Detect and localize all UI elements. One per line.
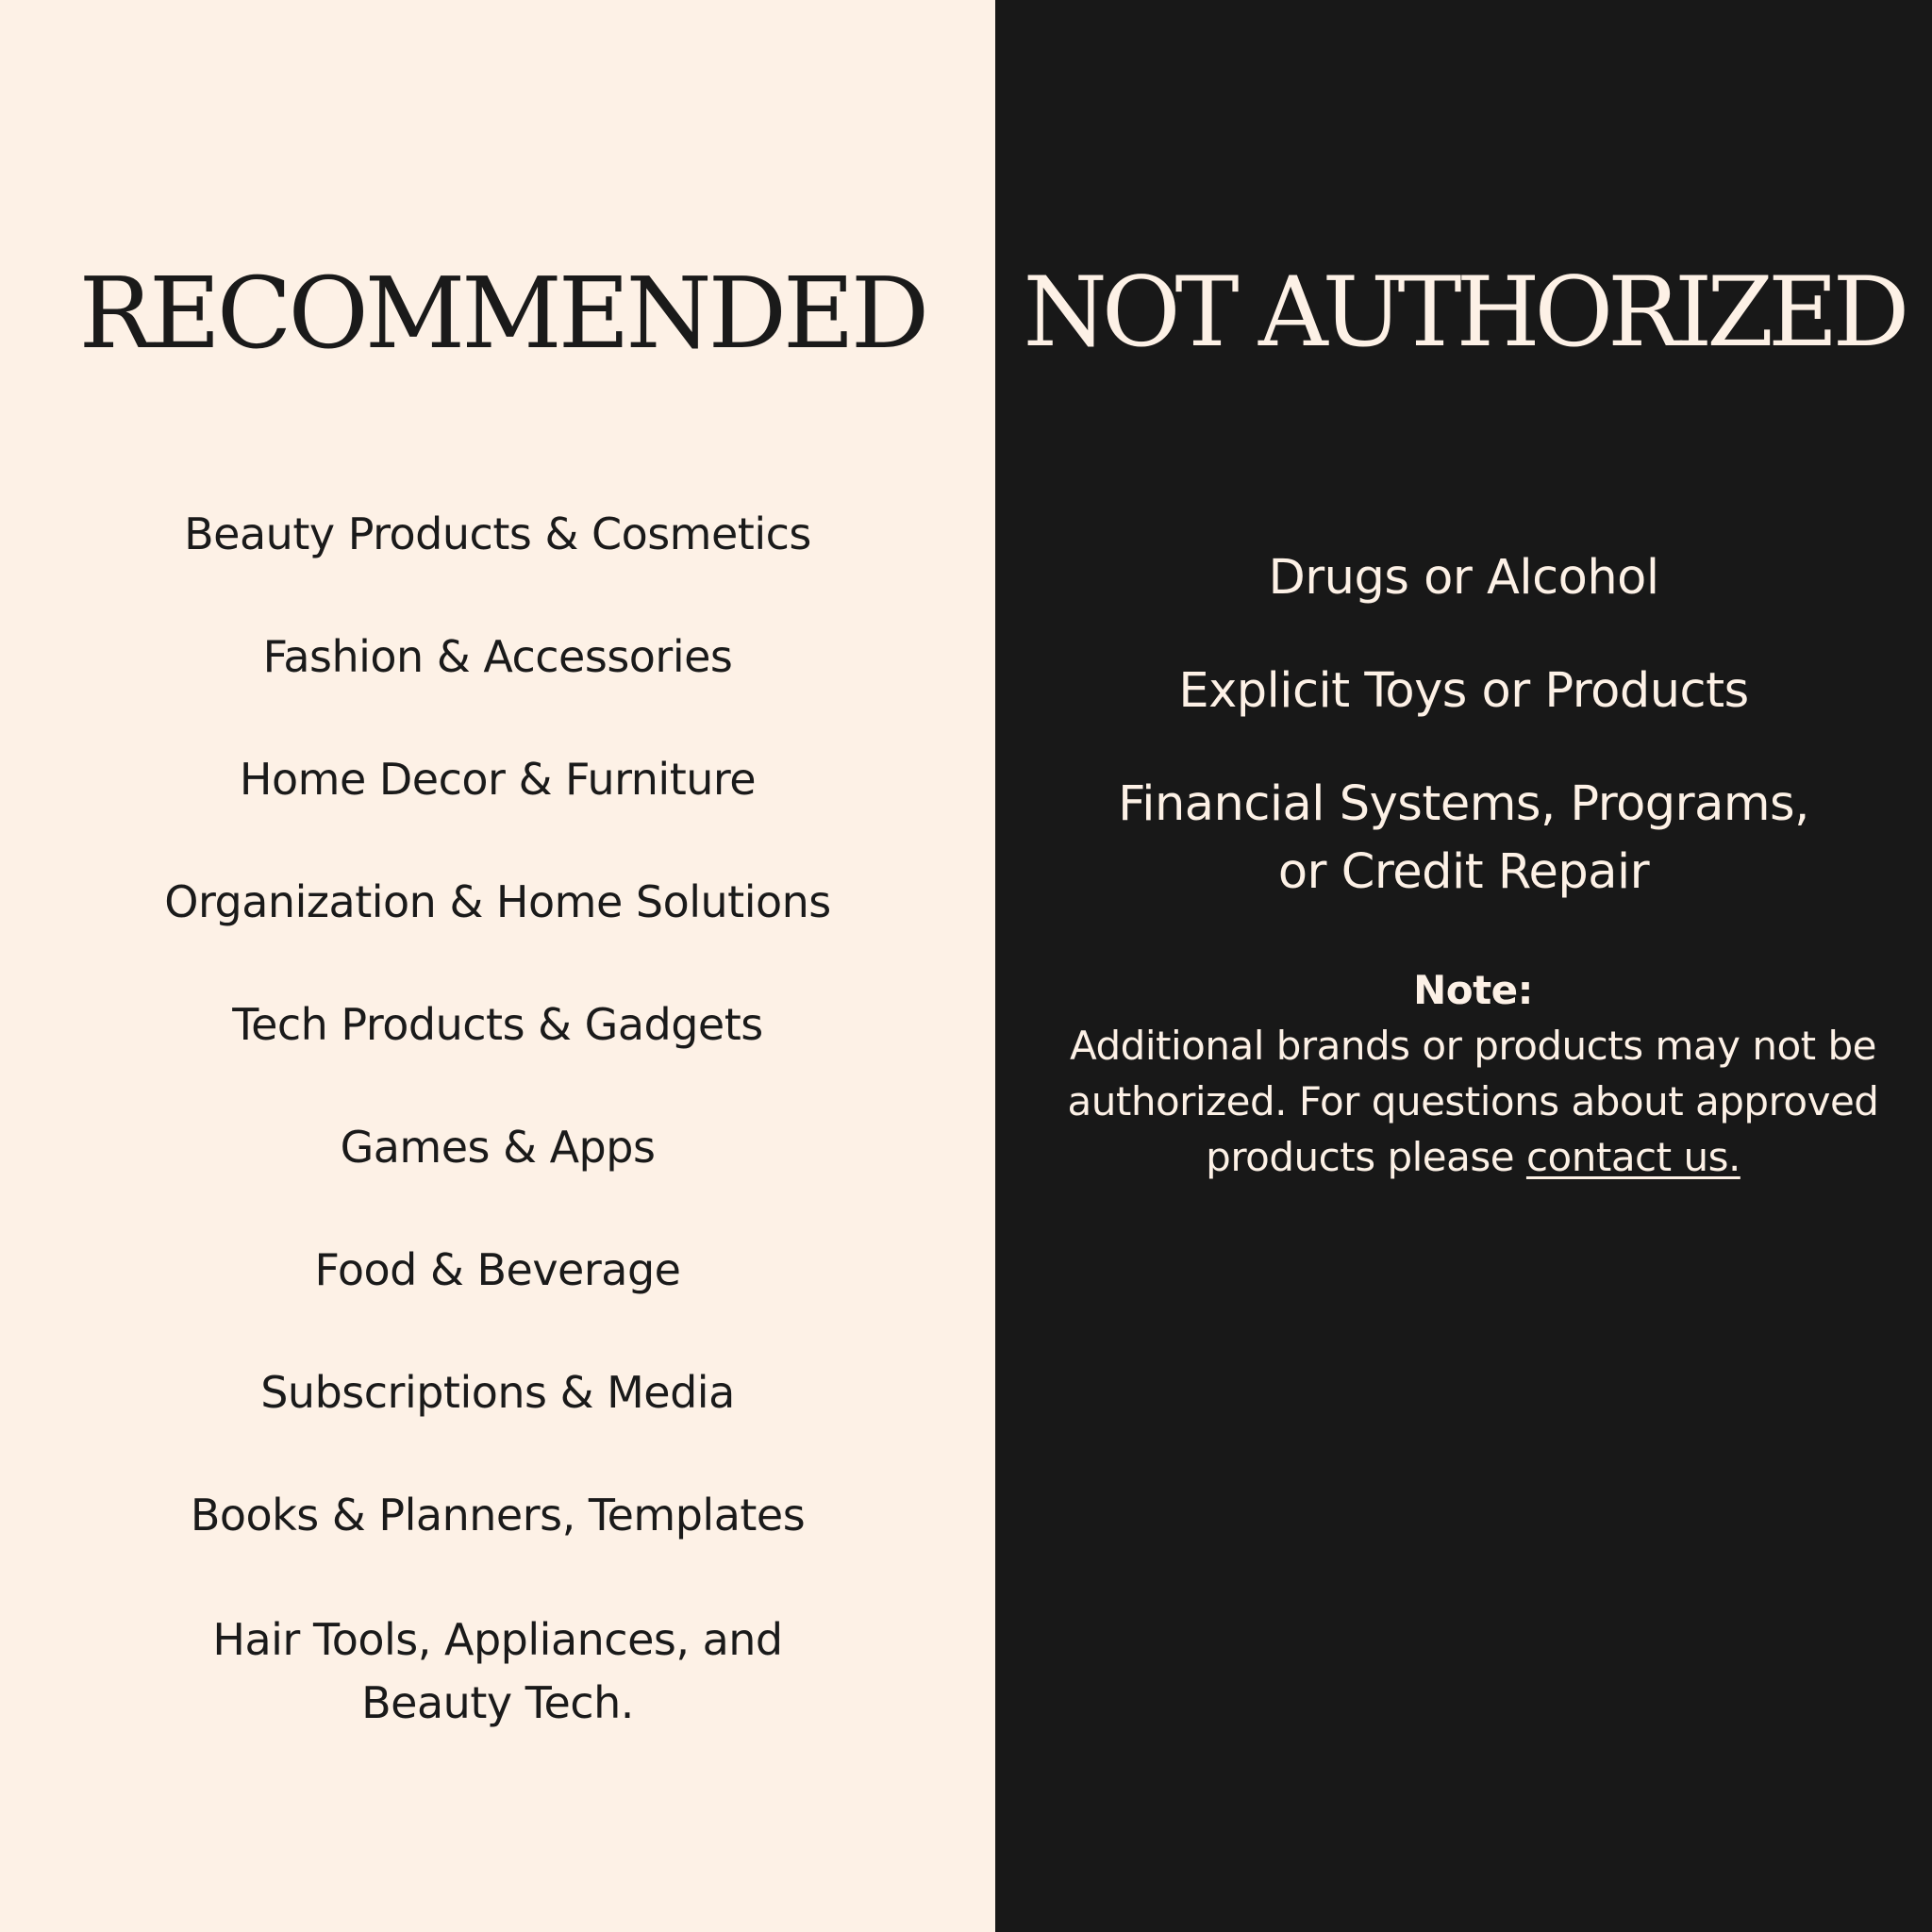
recommended-item-games: Games & Apps: [340, 1122, 656, 1173]
note-block: [1052, 962, 1894, 1185]
recommended-item-books: Books & Planners, Templates: [190, 1490, 806, 1541]
recommended-item-fashion: Fashion & Accessories: [262, 631, 733, 682]
recommended-item-tech: Tech Products & Gadgets: [232, 999, 763, 1050]
note-label: Note:: [1413, 967, 1533, 1013]
recommended-item-organization: Organization & Home Solutions: [164, 876, 831, 927]
recommended-item-subscriptions: Subscriptions & Media: [260, 1367, 735, 1418]
recommended-list: [0, 505, 995, 1735]
not-authorized-item-explicit: Explicit Toys or Products: [1178, 663, 1749, 719]
recommended-item-beauty: Beauty Products & Cosmetics: [184, 508, 811, 559]
not-authorized-list: [995, 544, 1932, 952]
recommended-item-home-decor: Home Decor & Furniture: [239, 754, 757, 805]
note-text: Additional brands or products may not be authorized. For questions about approved products please: [1067, 1023, 1879, 1180]
not-authorized-item-financial: Financial Systems, Programs, or Credit Repair: [1118, 776, 1809, 900]
recommended-item-hair-tools: Hair Tools, Appliances, and Beauty Tech.: [212, 1614, 783, 1728]
recommended-item-food: Food & Beverage: [314, 1244, 681, 1295]
recommended-heading: RECOMMENDED: [78, 256, 926, 371]
not-authorized-panel: [995, 0, 1932, 1932]
not-authorized-item-drugs: Drugs or Alcohol: [1268, 550, 1659, 606]
contact-us-link[interactable]: contact us.: [1525, 1134, 1740, 1180]
not-authorized-heading: NOT AUTHORIZED: [1023, 257, 1905, 369]
